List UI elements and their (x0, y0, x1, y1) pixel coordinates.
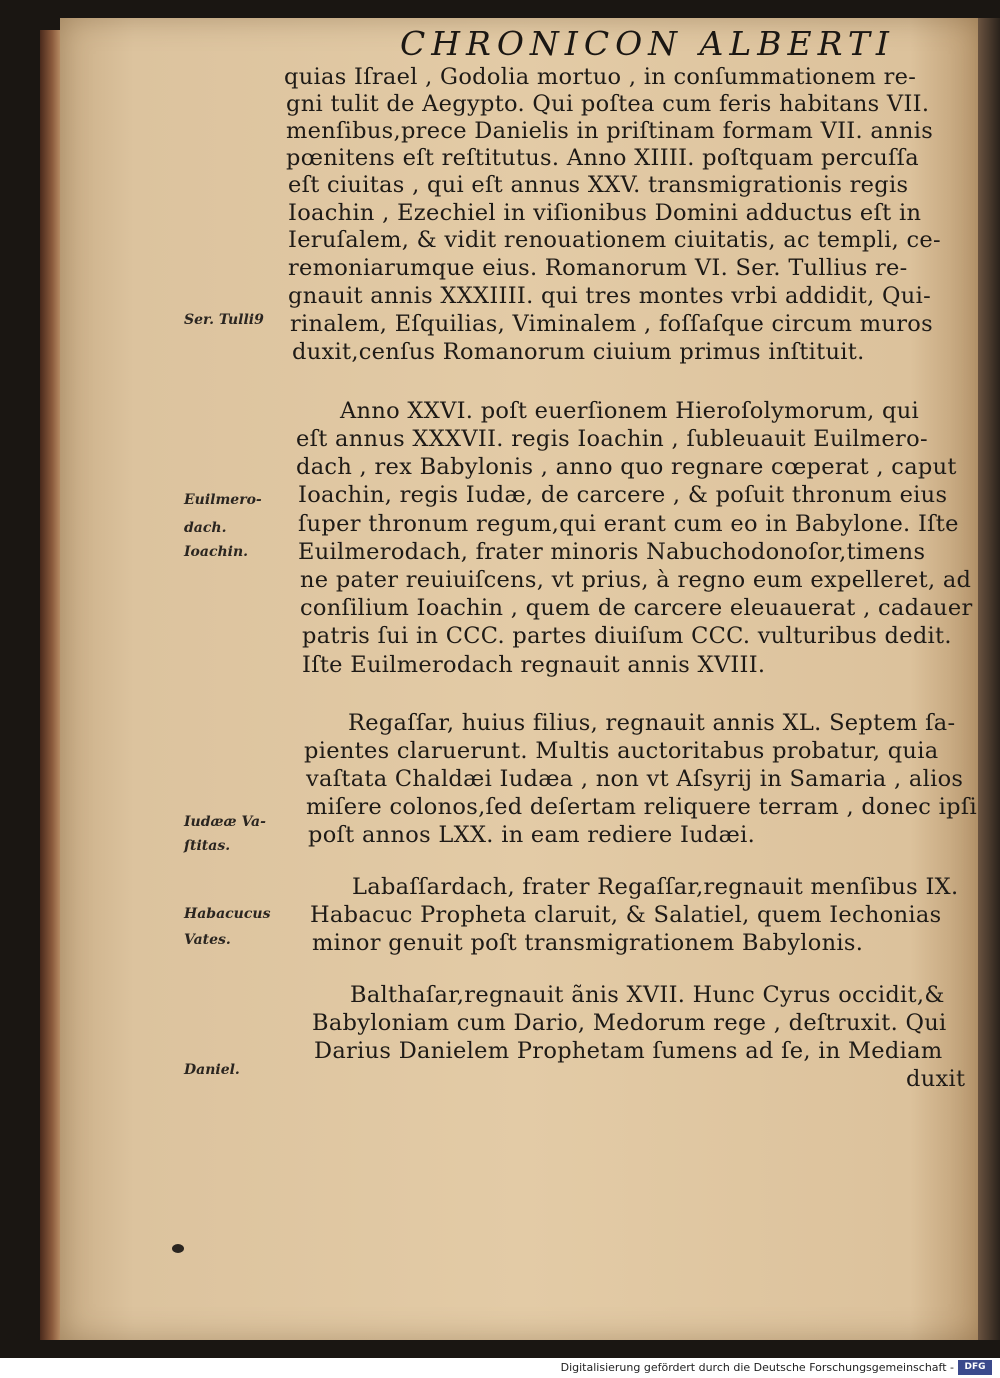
footer-bar (0, 1358, 1000, 1378)
margin-note-ser-tullius: Ser. Tulli9 (184, 312, 264, 328)
margin-note-habacucus-1: Habacucus (184, 906, 271, 922)
text-line: Iſte Euilmerodach regnauit annis XVIII. (302, 652, 766, 678)
margin-note-iudaea-2: ſtitas. (184, 838, 231, 854)
text-line: duxit (906, 1066, 966, 1092)
page-shadow (978, 18, 1000, 1340)
margin-note-daniel: Daniel. (184, 1062, 240, 1078)
text-line: vaſtata Chaldæi Iudæa , non vt Aſsyrij in Samaria , alios (306, 766, 964, 792)
text-line: gni tulit de Aegypto. Qui poſtea cum feris habitans VII. (286, 91, 930, 117)
text-line: patris ſui in CCC. partes diuiſum CCC. vulturibus dedit. (302, 623, 952, 649)
text-line: Ieruſalem, & vidit renouationem ciuitatis, ac templi, ce- (288, 227, 941, 253)
text-line: ſuper thronum regum,qui erant cum eo in Babylone. Iſte (298, 511, 959, 537)
text-line: Labaſſardach, frater Regaſſar,regnauit menſibus IX. (352, 874, 959, 900)
text-line: miſere colonos,ſed deſertam reliquere terram , donec ipſi (306, 794, 977, 820)
margin-note-ioachin: Ioachin. (184, 544, 249, 560)
text-line: conſilium Ioachin , quem de carcere eleuauerat , cadauer (300, 595, 973, 621)
margin-note-euilmerodach-2: dach. (184, 520, 227, 536)
text-line: Balthaſar,regnauit ãnis XVII. Hunc Cyrus occidit,& (350, 982, 945, 1008)
text-line: Regaſſar, huius filius, regnauit annis XL. Septem ſa- (348, 710, 956, 736)
dfg-logo: DFG (958, 1360, 992, 1375)
text-line: Anno XXVI. poſt euerſionem Hieroſolymorum, qui (340, 398, 919, 424)
text-line: duxit,cenſus Romanorum ciuium primus inſtituit. (292, 339, 865, 365)
text-line: Ioachin , Ezechiel in viſionibus Domini adductus eſt in (288, 200, 922, 226)
text-line: Euilmerodach, frater minoris Nabuchodonoſor,timens (298, 539, 926, 565)
text-line: minor genuit poſt transmigrationem Babylonis. (312, 930, 864, 956)
ink-blot (172, 1244, 184, 1253)
text-line: Ioachin, regis Iudæ, de carcere , & poſuit thronum eius (298, 482, 948, 508)
margin-note-iudaea-1: Iudææ Va- (184, 814, 266, 830)
text-line: gnauit annis XXXIIII. qui tres montes vrbi addidit, Qui- (288, 283, 931, 309)
text-line: pientes claruerunt. Multis auctoritabus probatur, quia (304, 738, 939, 764)
margin-note-habacucus-2: Vates. (184, 932, 231, 948)
text-line: pœnitens eſt reſtitutus. Anno XIIII. poſtquam percuſſa (286, 145, 920, 171)
book-edge (40, 30, 60, 1340)
text-line: eſt annus XXXVII. regis Ioachin , ſubleuauit Euilmero- (296, 426, 928, 452)
margin-note-euilmerodach-1: Euilmero- (184, 492, 262, 508)
text-line: eſt ciuitas , qui eſt annus XXV. transmigrationis regis (288, 172, 909, 198)
text-line: rinalem, Eſquilias, Viminalem , foſſaſque circum muros (290, 311, 933, 337)
text-line: quias Iſrael , Godolia mortuo , in conſummationem re- (284, 64, 917, 90)
running-header: CHRONICON ALBERTI (400, 24, 895, 63)
text-line: Darius Danielem Prophetam ſumens ad ſe, in Mediam (314, 1038, 943, 1064)
text-line: dach , rex Babylonis , anno quo regnare cœperat , caput (296, 454, 957, 480)
text-line: Babyloniam cum Dario, Medorum rege , deſtruxit. Qui (312, 1010, 947, 1036)
text-line: remoniarumque eius. Romanorum VI. Ser. Tullius re- (288, 255, 908, 281)
text-line: Habacuc Propheta claruit, & Salatiel, quem Iechonias (310, 902, 942, 928)
text-line: ne pater reuiuiſcens, vt prius, à regno eum expelleret, ad (300, 567, 972, 593)
text-line: poſt annos LXX. in eam rediere Iudæi. (308, 822, 756, 848)
footer-credit: Digitalisierung gefördert durch die Deutsche Forschungsgemeinschaft - (560, 1361, 954, 1374)
text-line: menſibus,prece Danielis in priſtinam formam VII. annis (286, 118, 934, 144)
